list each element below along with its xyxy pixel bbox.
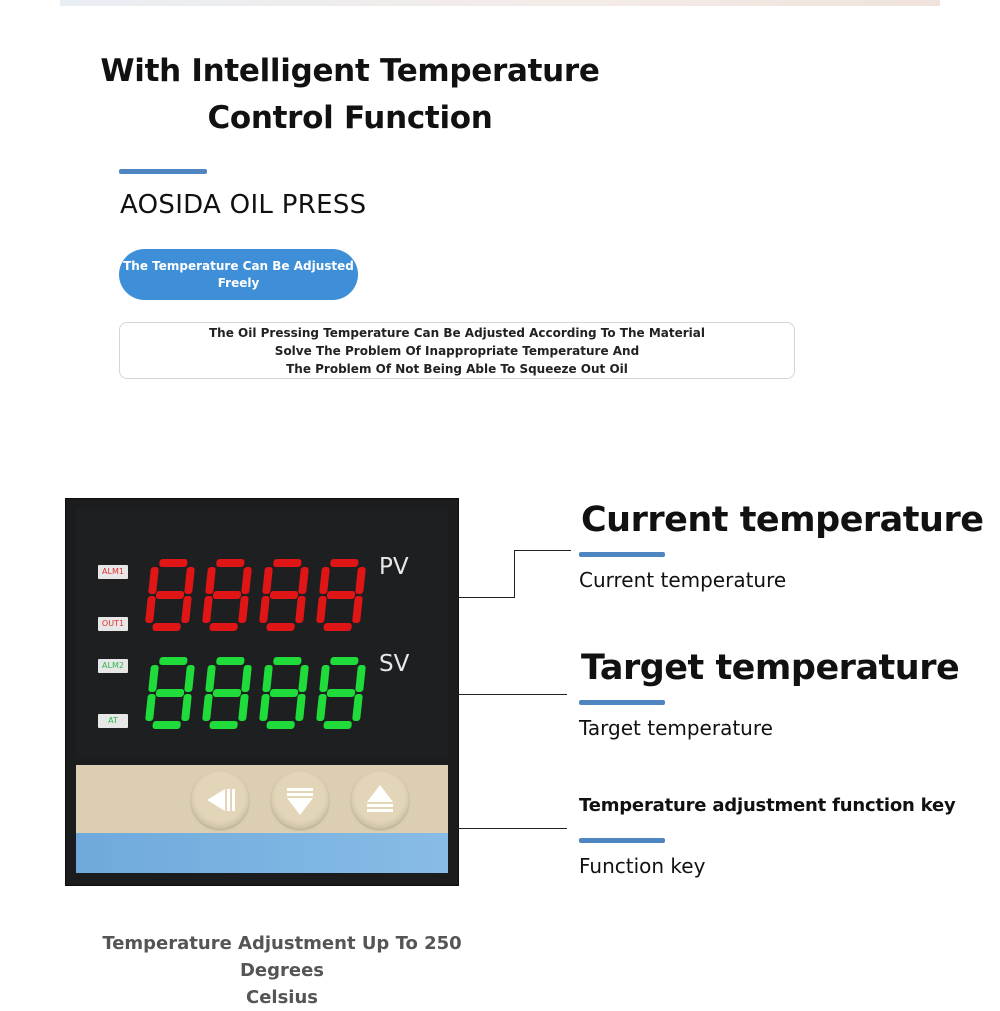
pv-digit	[315, 559, 367, 631]
pv-segment-f	[205, 567, 216, 594]
accent-bar	[119, 169, 207, 174]
sv-segment-a	[159, 657, 188, 665]
pv-segment-f	[319, 567, 330, 594]
sv-segment-b	[355, 665, 366, 692]
brand-name: AOSIDA OIL PRESS	[120, 190, 367, 220]
pv-segment-g	[270, 591, 299, 599]
pv-segment-d	[209, 623, 238, 631]
temperature-controller	[65, 498, 459, 886]
accent-bar-target	[579, 700, 665, 705]
pv-segment-d	[266, 623, 295, 631]
sv-segment-b	[241, 665, 252, 692]
sv-digit	[258, 657, 310, 729]
target-temperature-title: Target temperature	[581, 648, 960, 688]
sv-display	[148, 657, 378, 735]
indicator-alm1: ALM1	[98, 565, 128, 579]
pv-segment-g	[213, 591, 242, 599]
current-temperature-title: Current temperature	[581, 500, 984, 540]
pv-segment-b	[241, 567, 252, 594]
pv-connector-line	[457, 597, 515, 598]
shift-left-key[interactable]	[191, 771, 249, 829]
caption-line-1: Temperature Adjustment Up To 250 Degrees	[102, 933, 462, 981]
indicator-alm2: ALM2	[98, 659, 128, 673]
sv-segment-b	[184, 665, 195, 692]
pv-segment-a	[330, 559, 359, 567]
pv-display	[148, 559, 378, 637]
current-temperature-subtitle: Current temperature	[579, 568, 787, 592]
description-box	[119, 322, 795, 379]
pv-segment-c	[352, 596, 363, 623]
description-line-3: The Problem Of Not Being Able To Squeeze Out Oil	[286, 361, 628, 376]
sv-segment-d	[152, 721, 181, 729]
sv-segment-f	[319, 665, 330, 692]
shift-left-icon	[191, 771, 249, 829]
pv-segment-c	[295, 596, 306, 623]
pv-digit	[258, 559, 310, 631]
pv-segment-f	[148, 567, 159, 594]
sv-segment-g	[270, 689, 299, 697]
sv-segment-g	[156, 689, 185, 697]
sv-digit	[315, 657, 367, 729]
sv-segment-c	[295, 694, 306, 721]
pv-segment-a	[273, 559, 302, 567]
pv-segment-a	[216, 559, 245, 567]
feature-pill	[119, 249, 358, 300]
headline-line-1: With Intelligent Temperature	[100, 53, 600, 89]
pv-segment-e	[259, 596, 270, 623]
keypad	[76, 765, 448, 873]
pv-connector-line-top	[514, 550, 571, 551]
sv-segment-c	[181, 694, 192, 721]
accent-bar-current	[579, 552, 665, 557]
headline-line-2: Control Function	[207, 100, 493, 136]
pv-segment-b	[355, 567, 366, 594]
pv-segment-g	[327, 591, 356, 599]
sv-segment-b	[298, 665, 309, 692]
headline	[60, 48, 640, 142]
sv-segment-e	[202, 694, 213, 721]
pv-segment-d	[152, 623, 181, 631]
sv-digit	[201, 657, 253, 729]
indicator-at: AT	[98, 714, 128, 728]
pv-digit	[201, 559, 253, 631]
sv-segment-g	[213, 689, 242, 697]
up-key[interactable]	[351, 771, 409, 829]
feature-pill-line-1: The Temperature Can Be Adjusted	[123, 258, 354, 273]
pv-label: PV	[379, 554, 409, 580]
caption	[60, 930, 504, 1011]
target-temperature-subtitle: Target temperature	[579, 716, 773, 740]
sv-segment-e	[316, 694, 327, 721]
pv-segment-g	[156, 591, 185, 599]
sv-segment-e	[259, 694, 270, 721]
sv-label: SV	[379, 651, 410, 677]
sv-segment-e	[145, 694, 156, 721]
pv-segment-c	[238, 596, 249, 623]
feature-pill-line-2: Freely	[217, 275, 260, 290]
pv-segment-b	[298, 567, 309, 594]
function-key-subtitle: Function key	[579, 854, 706, 878]
caption-line-2: Celsius	[246, 987, 318, 1008]
sv-segment-f	[262, 665, 273, 692]
function-key-title: Temperature adjustment function key	[579, 795, 956, 816]
pv-segment-f	[262, 567, 273, 594]
pv-segment-a	[159, 559, 188, 567]
sv-segment-f	[148, 665, 159, 692]
sv-segment-c	[238, 694, 249, 721]
pv-segment-e	[145, 596, 156, 623]
indicator-out1: OUT1	[98, 617, 128, 631]
accent-bar-function	[579, 838, 665, 843]
down-arrow-icon	[271, 771, 329, 829]
top-banner-strip	[60, 0, 940, 6]
pv-segment-d	[323, 623, 352, 631]
sv-digit	[144, 657, 196, 729]
sv-segment-a	[216, 657, 245, 665]
down-key[interactable]	[271, 771, 329, 829]
controller-display-panel	[76, 509, 448, 759]
sv-segment-f	[205, 665, 216, 692]
pv-segment-c	[181, 596, 192, 623]
sv-segment-a	[273, 657, 302, 665]
keypad-connector-line	[457, 828, 567, 829]
pv-digit	[144, 559, 196, 631]
sv-segment-a	[330, 657, 359, 665]
sv-segment-d	[209, 721, 238, 729]
description-line-1: The Oil Pressing Temperature Can Be Adjusted According To The Material	[208, 325, 705, 340]
pv-connector-line-vertical	[514, 550, 515, 597]
keypad-label-strip	[76, 833, 448, 873]
sv-segment-g	[327, 689, 356, 697]
pv-segment-b	[184, 567, 195, 594]
sv-connector-line	[457, 694, 567, 695]
description-line-2: Solve The Problem Of Inappropriate Temperature And	[274, 343, 640, 358]
sv-segment-d	[323, 721, 352, 729]
sv-segment-d	[266, 721, 295, 729]
sv-segment-c	[352, 694, 363, 721]
pv-segment-e	[202, 596, 213, 623]
up-arrow-icon	[351, 771, 409, 829]
pv-segment-e	[316, 596, 327, 623]
